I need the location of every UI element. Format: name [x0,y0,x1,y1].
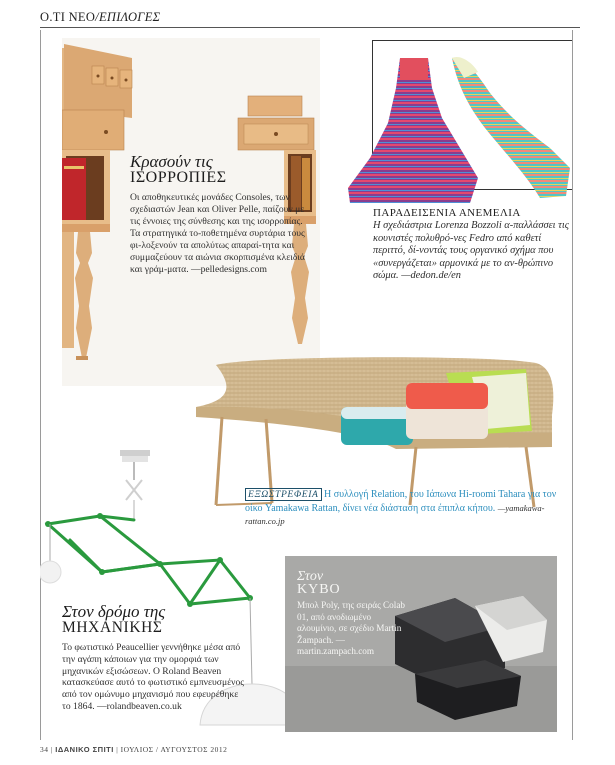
consoles-title-small: Κρασούν τις [130,152,213,171]
consoles-body: Οι αποθηκευτικές μονάδες Consoles, των σχεδιαστών Jean και Oliver Pelle, παίζουν με τις έννοιες της σύνθεσης και της ισορροπίας. Τα στρατηγικά το-ποθετημένα συρτάρια τους φι-λοξενούν τα απολύτως απαραί-τητα και συμμαζεύουν τα αιώνια σκορπισμένα κλειδιά και γράμ-ματα. —pelledesigns.com [130,192,305,275]
section-header [40,10,160,25]
cube-panel [285,556,557,732]
lamp-body: Το φωτιστικό Peaucellier γεννήθηκε μέσα από την αγάπη κάποιων για την ομορφιά των μηχανικών εξισώσεων. Ο Roland Beaven κατασκεύασε αυτό το φωτιστικό εμπνευσμένος από τον ομώνυμο μηχανισμό που εφευρέθηκε το 1864. —rolandbeaven.co.uk [62,642,245,712]
hammock-article [373,207,573,283]
issue-date: ΙΟΥΛΙΟΣ / ΑΥΓΟΥΣΤΟΣ 2012 [120,745,228,754]
page-footer: 34 | ΙΔΑΝΙΚΟ ΣΠΙΤΙ | ΙΟΥΛΙΟΣ / ΑΥΓΟΥΣΤΟΣ 2012 [40,745,228,754]
cube-title-caps: ΚΥΒΟ [297,582,341,597]
cube-title-small: Στον [297,569,324,584]
hammock-illustration [340,48,575,208]
bench-tag: ΕΞΩΣΤΡΕΦΕΙΑ [245,488,322,501]
magazine-name: ΙΔΑΝΙΚΟ ΣΠΙΤΙ [55,745,114,754]
consoles-title-caps: ΙΣΟΡΡΟΠΙΕΣ [130,169,227,186]
consoles-article [130,154,312,276]
lamp-title [62,604,247,636]
page-number: 34 [40,745,49,754]
section-header-separator: / [95,10,99,24]
header-rule [40,27,580,28]
section-header-main: Ο.ΤΙ ΝΕΟ [40,10,96,24]
bench-source: —yamakawa-rattan.co.jp [245,502,545,526]
cube-body: Μπολ Poly, της σειράς Colab 01, από ανοδιωμένο αλουμίνιο, σε σχέδιο Martin Žampach. —martin.zampach.com [297,600,405,657]
section-header-sub: ΕΠΙΛΟΓΕΣ [98,10,161,24]
cube-title [297,570,409,596]
bench-body: Η συλλογή Relation, του Ιάπωνα Hi-roomi Tahara για τον οίκο Yamakawa Rattan, δίνει νέα διάσταση στα έπιπλα κήπου. [245,489,557,514]
consoles-title [130,154,312,186]
lamp-article [62,604,247,713]
cube-article [297,570,409,658]
lamp-title-caps: ΜΗΧΑΝΙΚΗΣ [62,619,163,636]
hammock-body: Η σχεδιάστρια Lorenza Bozzoli α-παλλάσσει τις κουνιστές πολυθρό-νες Fedro από καθετί περιττό, δί-νοντάς τους οργανικό σχήμα που «συνεργάζεται» αρμονικά με το αν-θρώπινο σώμα. —dedon.de/en [373,220,569,282]
hammock-title: ΠΑΡΑΔΕΙΣΕΝΙΑ ΑΝΕΜΕΛΙΑ [373,207,521,219]
lamp-title-small: Στον δρόμο της [62,602,166,621]
